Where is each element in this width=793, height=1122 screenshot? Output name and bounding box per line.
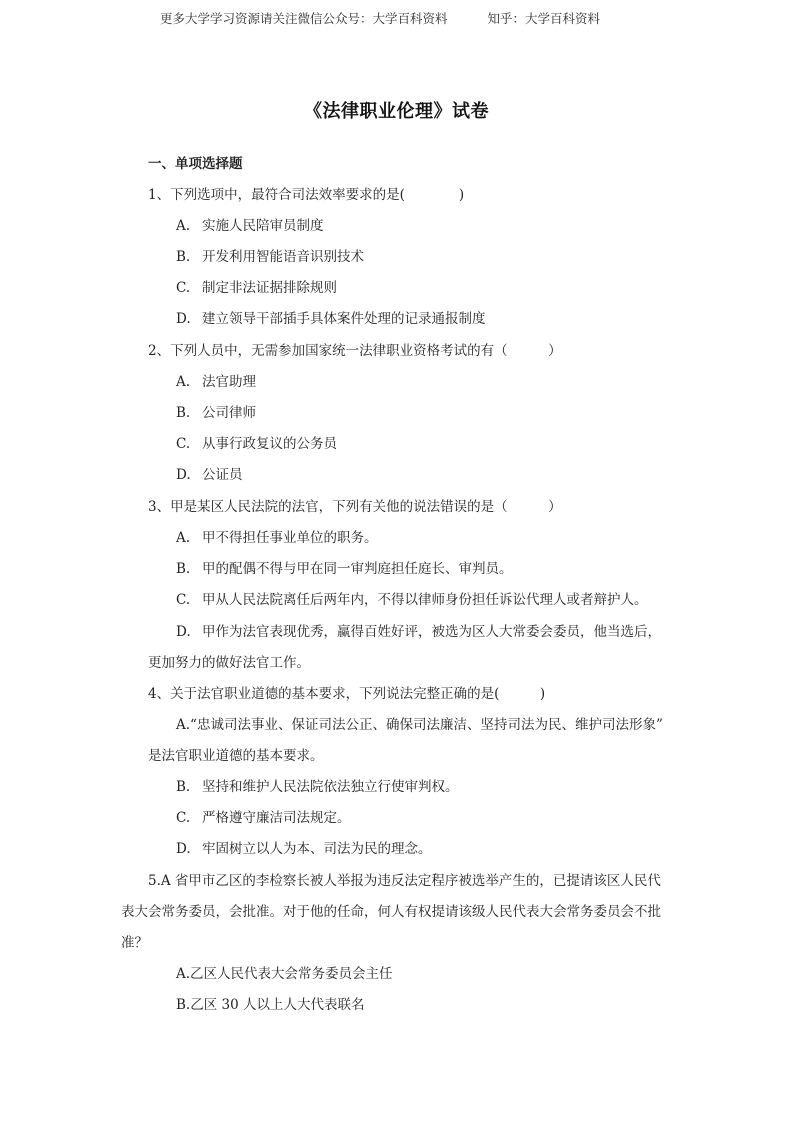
option-text: 甲的配偶不得与甲在同一审判庭担任庭长、审判员。 (202, 561, 513, 577)
option-letter: B. (176, 561, 191, 577)
option-letter: C. (176, 810, 191, 826)
option-text: 公证员 (202, 467, 243, 483)
option-text: 甲不得担任事业单位的职务。 (202, 530, 378, 546)
question-1-option-c (176, 276, 337, 296)
question-3-option-d (176, 620, 661, 640)
question-4-option-b (176, 775, 459, 795)
option-letter: D. (176, 311, 191, 327)
question-2-option-a (176, 370, 256, 390)
option-letter: A. (176, 374, 191, 390)
question-2-stem: 2、下列人员中，无需参加国家统一法律职业资格考试的有（ ） (148, 343, 562, 359)
option-text: 实施人民陪审员制度 (202, 218, 324, 234)
option-letter: A. (176, 717, 191, 733)
option-letter: D. (176, 841, 191, 857)
section-heading: 一、单项选择题 (148, 156, 243, 172)
question-1-option-d (176, 307, 486, 327)
question-4-option-a-continuation: 是法官职业道德的基本要求。 (148, 748, 324, 764)
question-3-option-d-continuation: 更加努力的做好法官工作。 (148, 655, 310, 671)
question-1-stem: 1、下列选项中，最符合司法效率要求的是( ) (148, 187, 465, 203)
question-4-option-a (176, 713, 663, 733)
option-text: 牢固树立以人为本、司法为民的理念。 (202, 841, 432, 857)
question-4-stem: 4、关于法官职业道德的基本要求，下列说法完整正确的是( ) (148, 686, 546, 702)
page-header (160, 9, 600, 27)
option-text: 严格遵守廉洁司法规定。 (202, 810, 351, 826)
header-wechat-text: 更多大学学习资源请关注微信公众号：大学百科资料 (160, 11, 448, 26)
question-1-option-a (176, 214, 324, 234)
option-text: 甲作为法官表现优秀，赢得百姓好评，被选为区人大常委会委员，他当选后， (202, 624, 661, 640)
option-text: 坚持和维护人民法院依法独立行使审判权。 (202, 779, 459, 795)
question-5-stem-line-2: 表大会常务委员，会批准。对于他的任命，何人有权提请该级人民代表大会常务委员会不批 (121, 904, 661, 920)
option-text: 制定非法证据排除规则 (202, 280, 337, 296)
question-5-stem-line-1: 5.A 省甲市乙区的李检察长被人举报为违反法定程序被选举产生的，已提请该区人民代 (148, 873, 661, 889)
question-2-option-b (176, 401, 256, 421)
option-letter: C. (176, 436, 191, 452)
question-2-option-d (176, 463, 243, 483)
question-3-option-c (176, 588, 648, 608)
document-title: 《法律职业伦理》试卷 (304, 101, 489, 122)
question-2-option-c (176, 432, 337, 452)
header-zhihu-text: 知乎：大学百科资料 (487, 11, 601, 26)
option-letter: A. (176, 966, 191, 982)
option-letter: B. (176, 249, 191, 265)
option-letter: A. (176, 530, 191, 546)
option-letter: B. (176, 997, 191, 1013)
option-text: 公司律师 (202, 405, 256, 421)
option-letter: C. (176, 280, 191, 296)
question-4-option-d (176, 837, 432, 857)
option-text: 开发利用智能语音识别技术 (202, 249, 364, 265)
option-text: 法官助理 (202, 374, 256, 390)
question-5-option-b (176, 993, 364, 1013)
option-letter: C. (176, 592, 191, 608)
option-letter: A. (176, 218, 191, 234)
option-letter: D. (176, 467, 191, 483)
option-letter: B. (176, 779, 191, 795)
question-3-stem: 3、甲是某区人民法院的法官，下列有关他的说法错误的是（ ） (148, 499, 562, 515)
option-text: 甲从人民法院离任后两年内，不得以律师身份担任诉讼代理人或者辩护人。 (202, 592, 648, 608)
question-5-stem-line-3: 准？ (121, 935, 148, 951)
question-1-option-b (176, 245, 364, 265)
question-5-option-a (176, 962, 393, 982)
option-text: 乙区人民代表大会常务委员会主任 (190, 966, 393, 982)
option-letter: B. (176, 405, 191, 421)
option-text: 乙区 30 人以上人大代表联名 (190, 997, 365, 1013)
option-letter: D. (176, 624, 191, 640)
option-text: 建立领导干部插手具体案件处理的记录通报制度 (202, 311, 486, 327)
question-4-option-c (176, 806, 351, 826)
question-3-option-a (176, 526, 378, 546)
option-text: 从事行政复议的公务员 (202, 436, 337, 452)
question-3-option-b (176, 557, 513, 577)
option-text: “忠诚司法事业、保证司法公正、确保司法廉洁、坚持司法为民、维护司法形象” (190, 717, 663, 733)
